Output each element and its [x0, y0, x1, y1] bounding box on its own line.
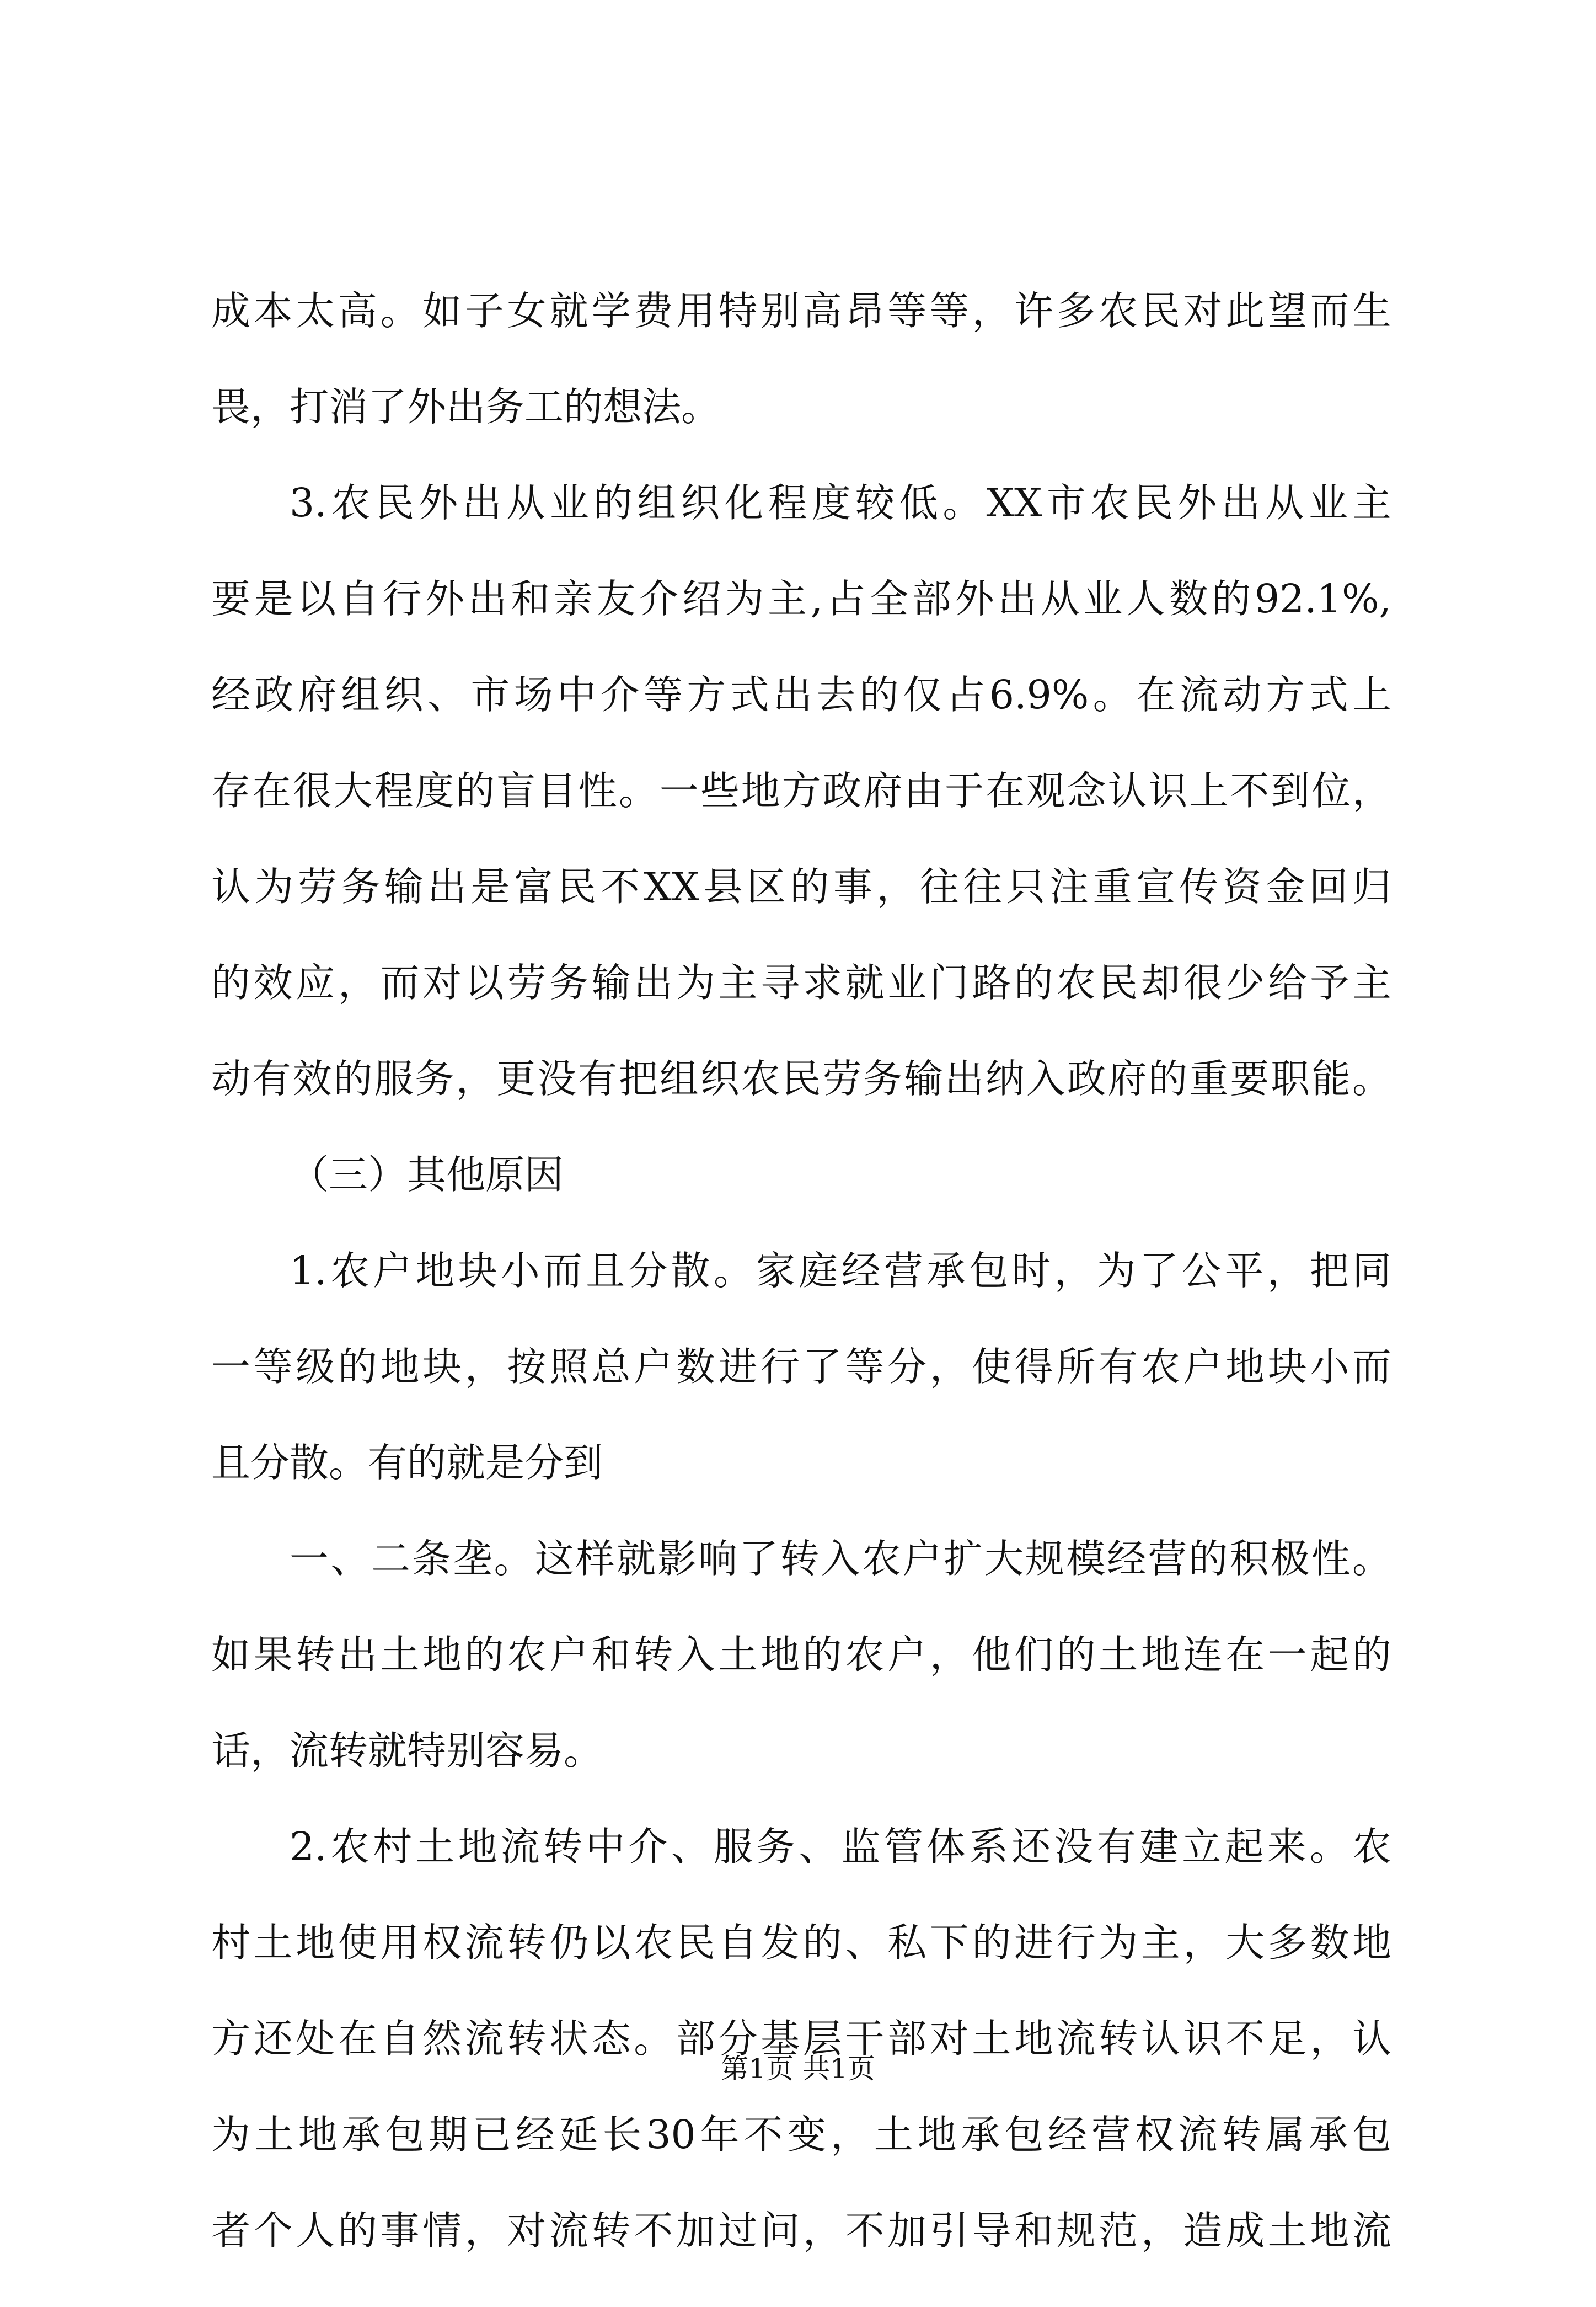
- text-line: 为土地承包期已经延长30年不变，土地承包经营权流转属承包: [211, 2112, 1391, 2158]
- text-line: 村土地使用权流转仍以农民自发的、私下的进行为主，大多数地: [211, 1920, 1391, 1966]
- text-line: 动有效的服务，更没有把组织农民劳务输出纳入政府的重要职能。: [211, 1056, 1391, 1102]
- text-line: 成本太高。如子女就学费用特别高昂等等，许多农民对此望而生: [211, 288, 1391, 334]
- text-line: 一等级的地块，按照总户数进行了等分，使得所有农户地块小而: [211, 1344, 1391, 1390]
- text-line: 1.农户地块小而且分散。家庭经营承包时，为了公平，把同: [290, 1248, 1391, 1294]
- document-body: [211, 288, 1391, 2307]
- text-line: 存在很大程度的盲目性。一些地方政府由于在观念认识上不到位，: [211, 768, 1391, 814]
- text-line: 的效应，而对以劳务输出为主寻求就业门路的农民却很少给予主: [211, 960, 1391, 1006]
- text-line: 要是以自行外出和亲友介绍为主,占全部外出从业人数的92.1%,: [211, 576, 1391, 622]
- text-line: 经政府组织、市场中介等方式出去的仅占6.9%。在流动方式上: [211, 672, 1391, 718]
- text-line: 畏，打消了外出务工的想法。: [211, 384, 721, 430]
- text-line: 一、二条垄。这样就影响了转入农户扩大规模经营的积极性。: [290, 1536, 1391, 1582]
- page-footer: 第1页 共1页: [721, 2053, 875, 2085]
- text-line: 认为劳务输出是富民不XX县区的事，往往只注重宣传资金回归: [211, 864, 1391, 910]
- text-line: 如果转出土地的农户和转入土地的农户，他们的土地连在一起的: [211, 1632, 1391, 1678]
- text-line: 话，流转就特别容易。: [211, 1728, 603, 1774]
- text-line: 2.农村土地流转中介、服务、监管体系还没有建立起来。农: [290, 1824, 1391, 1870]
- text-line: 3.农民外出从业的组织化程度较低。XX市农民外出从业主: [290, 480, 1391, 526]
- section-heading: （三）其他原因: [290, 1152, 564, 1198]
- text-line: 且分散。有的就是分到: [211, 1440, 603, 1486]
- text-line: 方还处在自然流转状态。部分基层干部对土地流转认识不足，认: [211, 2016, 1391, 2062]
- text-line: 者个人的事情，对流转不加过问，不加引导和规范，造成土地流: [211, 2208, 1391, 2253]
